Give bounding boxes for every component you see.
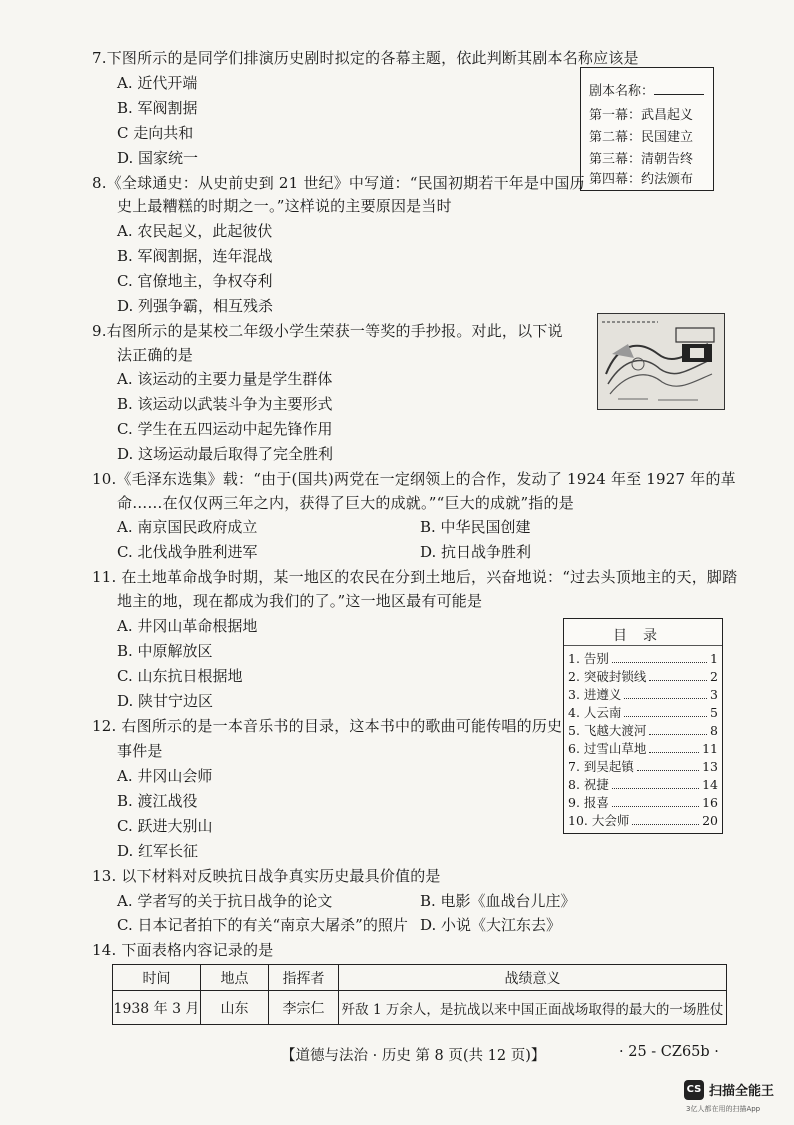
q8-stem-line1: 8.《全球通史：从史前史到 21 世纪》中写道：“民国初期若干年是中国历 [92, 174, 585, 192]
toc-dots [632, 816, 699, 825]
toc-row [568, 703, 718, 721]
toc-row-page: 2 [710, 669, 718, 684]
q13-option-b: B. 电影《血战台儿庄》 [420, 892, 576, 910]
script-act-box [580, 67, 714, 191]
q9-option-b: B. 该运动以武装斗争为主要形式 [117, 395, 333, 413]
toc-row [568, 793, 718, 811]
toc-row-title: 3. 进遵义 [568, 687, 622, 702]
q12-option-d: D. 红军长征 [117, 842, 199, 860]
newspaper-illustration [598, 314, 724, 409]
q10-option-d: D. 抗日战争胜利 [420, 543, 532, 561]
q8-option-d: D. 列强争霸，相互残杀 [117, 297, 274, 315]
toc-row-page: 14 [702, 777, 718, 792]
q8-stem-line2: 史上最糟糕的时期之一。”这样说的主要原因是当时 [117, 197, 452, 215]
handwritten-newspaper-image [597, 313, 725, 410]
q10-option-a: A. 南京国民政府成立 [117, 518, 258, 536]
q11-stem-line2: 地主的地，现在都成为我们的了。”这一地区最有可能是 [117, 592, 483, 610]
toc-row-page: 16 [702, 795, 718, 810]
toc-row [568, 649, 718, 667]
toc-row [568, 739, 718, 757]
toc-row [568, 757, 718, 775]
q8-option-c: C. 官僚地主，争权夺利 [117, 272, 273, 290]
q11-option-d: D. 陕甘宁边区 [117, 692, 214, 710]
toc-dots [649, 744, 699, 753]
q10-option-c: C. 北伐战争胜利进军 [117, 543, 258, 561]
camscanner-logo-icon: CS [684, 1080, 704, 1100]
table-cell-commander: 李宗仁 [269, 991, 339, 1025]
q13-stem: 13. 以下材料对反映抗日战争真实历史最具价值的是 [92, 867, 441, 885]
q13-option-a: A. 学者写的关于抗日战争的论文 [117, 892, 333, 910]
q12-option-a: A. 井冈山会师 [117, 767, 213, 785]
script-name-blank [654, 82, 704, 95]
table-cell-significance: 歼敌 1 万余人，是抗战以来中国正面战场取得的最大的一场胜仗 [339, 991, 727, 1025]
toc-row-title: 8. 祝捷 [568, 777, 609, 792]
toc-dots [637, 762, 699, 771]
toc-row-title: 5. 飞越大渡河 [568, 723, 647, 738]
toc-row-title: 6. 过雪山草地 [568, 741, 647, 756]
q13-option-d: D. 小说《大江东去》 [420, 916, 562, 934]
toc-row-page: 13 [702, 759, 718, 774]
toc-row-page: 3 [710, 687, 718, 702]
q8-option-b: B. 军阀割据，连年混战 [117, 247, 273, 265]
toc-row [568, 775, 718, 793]
q9-option-d: D. 这场运动最后取得了完全胜利 [117, 445, 334, 463]
q7-option-b: B. 军阀割据 [117, 99, 198, 117]
toc-dots [649, 726, 707, 735]
toc-row-page: 11 [702, 741, 718, 756]
toc-dots [649, 672, 707, 681]
q10-stem-line1: 10.《毛泽东选集》载：“由于(国共)两党在一定纲领上的合作，发动了 1924 年至 1927 年的革 [92, 470, 736, 488]
toc-row [568, 685, 718, 703]
toc-dots [624, 690, 707, 699]
act-4: 第四幕：约法颁布 [589, 172, 694, 187]
toc-row-title: 1. 告别 [568, 651, 609, 666]
page-footer-code: · 25 - CZ65b · [619, 1044, 719, 1060]
page-footer-center: 【道德与法治 · 历史 第 8 页(共 12 页)】 [281, 1048, 546, 1064]
camscanner-slogan: 3亿人都在用的扫描App [686, 1105, 761, 1113]
q11-option-b: B. 中原解放区 [117, 642, 213, 660]
q9-option-a: A. 该运动的主要力量是学生群体 [117, 370, 333, 388]
q10-option-b: B. 中华民国创建 [420, 518, 531, 536]
q12-option-c: C. 跃进大别山 [117, 817, 213, 835]
table-header-cell: 战绩意义 [339, 965, 727, 991]
toc-row-page: 20 [702, 813, 718, 828]
q9-stem-line2: 法正确的是 [117, 346, 194, 364]
toc-dots [612, 798, 699, 807]
toc-row [568, 667, 718, 685]
toc-row-page: 1 [710, 651, 718, 666]
toc-row-title: 7. 到吴起镇 [568, 759, 634, 774]
q8-option-a: A. 农民起义，此起彼伏 [117, 222, 273, 240]
q12-stem-line2: 事件是 [117, 742, 163, 760]
toc-row-title: 10. 大会师 [568, 813, 630, 828]
script-name-label: 剧本名称： [589, 84, 655, 99]
table-row [113, 991, 727, 1025]
q14-stem: 14. 下面表格内容记录的是 [92, 941, 274, 959]
q7-option-a: A. 近代开端 [117, 74, 198, 92]
q7-option-d: D. 国家统一 [117, 149, 199, 167]
toc-row-title: 4. 人云南 [568, 705, 622, 720]
q12-option-b: B. 渡江战役 [117, 792, 198, 810]
toc-row [568, 811, 718, 829]
table-header-row [113, 965, 727, 991]
act-1: 第一幕：武昌起义 [589, 108, 694, 123]
table-cell-place: 山东 [201, 991, 269, 1025]
table-header-cell: 时间 [113, 965, 201, 991]
q9-option-c: C. 学生在五四运动中起先锋作用 [117, 420, 333, 438]
q9-stem-line1: 9.右图所示的是某校二年级小学生荣获一等奖的手抄报。对此，以下说 [92, 322, 563, 340]
toc-dots [624, 708, 707, 717]
music-book-toc [563, 618, 723, 834]
camscanner-name: 扫描全能王 [709, 1084, 775, 1099]
q11-option-a: A. 井冈山革命根据地 [117, 617, 258, 635]
q11-option-c: C. 山东抗日根据地 [117, 667, 243, 685]
toc-dots [612, 654, 707, 663]
table-cell-time: 1938 年 3 月 [113, 991, 201, 1025]
toc-divider [564, 645, 722, 646]
table-header-cell: 地点 [201, 965, 269, 991]
table-header-cell: 指挥者 [269, 965, 339, 991]
q7-option-c: C 走向共和 [117, 124, 194, 142]
script-name-row [589, 80, 704, 99]
toc-row-title: 9. 报喜 [568, 795, 609, 810]
toc-dots [612, 780, 699, 789]
toc-row-page: 5 [710, 705, 718, 720]
q7-stem: 7.下图所示的是同学们排演历史剧时拟定的各幕主题，依此判断其剧本名称应该是 [92, 49, 639, 67]
battle-table [112, 964, 727, 1025]
toc-title: 目录 [613, 628, 673, 644]
q12-stem-line1: 12. 右图所示的是一本音乐书的目录，这本书中的歌曲可能传唱的历史 [92, 717, 563, 735]
toc-row-title: 2. 突破封锁线 [568, 669, 647, 684]
act-2: 第二幕：民国建立 [589, 130, 694, 145]
q11-stem-line1: 11. 在土地革命战争时期，某一地区的农民在分到土地后，兴奋地说：“过去头顶地主的天，脚踏 [92, 568, 738, 586]
q10-stem-line2: 命……在仅仅两三年之内，获得了巨大的成就。”“巨大的成就”指的是 [117, 494, 574, 512]
q13-option-c: C. 日本记者拍下的有关“南京大屠杀”的照片 [117, 916, 408, 934]
toc-row-page: 8 [710, 723, 718, 738]
toc-row [568, 721, 718, 739]
act-3: 第三幕：清朝告终 [589, 152, 694, 167]
